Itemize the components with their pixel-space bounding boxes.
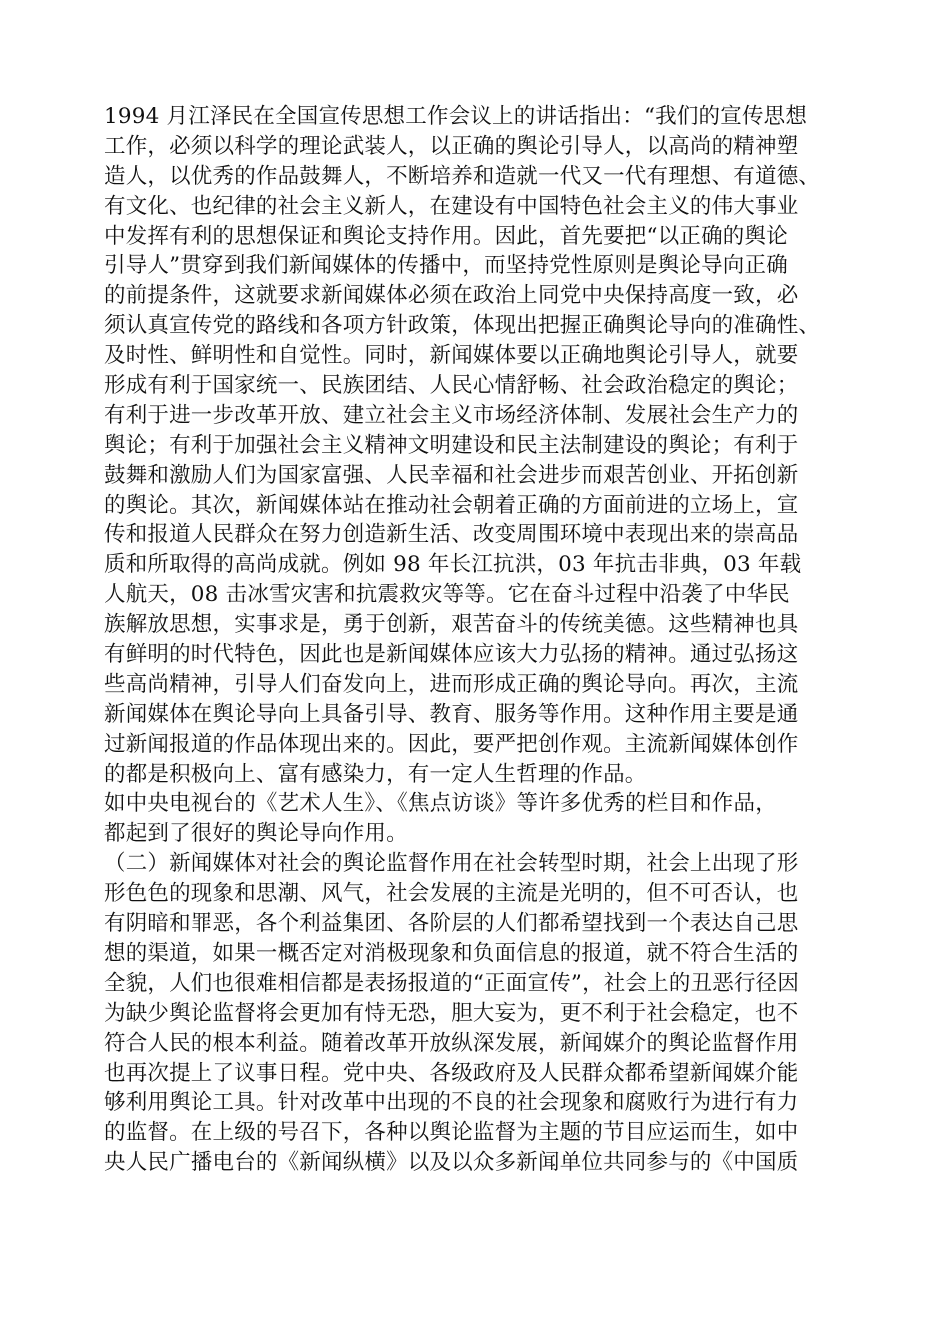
text-line: 些高尚精神，引导人们奋发向上，进而形成正确的舆论导向。再次，主流 bbox=[104, 671, 799, 697]
text-line: 造人，以优秀的作品鼓舞人，不断培养和造就一代又一代有理想、有道德、 bbox=[104, 163, 821, 189]
text-line: 形色色的现象和思潮、风气，社会发展的主流是光明的，但不可否认，也 bbox=[104, 881, 799, 907]
text-line: 如中央电视台的《艺术人生》、《焦点访谈》等许多优秀的栏目和作品， bbox=[104, 791, 777, 817]
text-line: 及时性、鲜明性和自觉性。同时，新闻媒体要以正确地舆论引导人，就要 bbox=[104, 343, 799, 369]
text-line: 1994 月江泽民在全国宣传思想工作会议上的讲话指出：“我们的宣传思想 bbox=[104, 104, 808, 129]
text-line: 的舆论。其次，新闻媒体站在推动社会朝着正确的方面前进的立场上，宣 bbox=[104, 492, 799, 518]
text-line: 有鲜明的时代特色，因此也是新闻媒体应该大力弘扬的精神。通过弘扬这 bbox=[104, 642, 799, 668]
text-line: 引导人”贯穿到我们新闻媒体的传播中，而坚持党性原则是舆论导向正确 bbox=[104, 253, 788, 279]
text-line: 央人民广播电台的《新闻纵横》以及以众多新闻单位共同参与的《中国质 bbox=[104, 1150, 799, 1176]
text-line: 新闻媒体在舆论导向上具备引导、教育、服务等作用。这种作用主要是通 bbox=[104, 701, 799, 727]
text-line: 有文化、也纪律的社会主义新人，在建设有中国特色社会主义的伟大事业 bbox=[104, 193, 799, 219]
text-line: 舆论；有利于加强社会主义精神文明建设和民主法制建设的舆论；有利于 bbox=[104, 432, 799, 458]
text-line: 须认真宣传党的路线和各项方针政策，体现出把握正确舆论导向的准确性、 bbox=[104, 313, 821, 339]
text-line: 有利于进一步改革开放、建立社会主义市场经济体制、发展社会生产力的 bbox=[104, 402, 799, 428]
text-line: 工作，必须以科学的理论武装人，以正确的舆论引导人，以高尚的精神塑 bbox=[104, 133, 799, 159]
text-line: （二）新闻媒体对社会的舆论监督作用在社会转型时期，社会上出现了形 bbox=[104, 851, 799, 877]
text-line: 全貌，人们也很难相信都是表扬报道的“正面宣传”，社会上的丑恶行径因 bbox=[104, 970, 800, 996]
text-line: 族解放思想，实事求是，勇于创新，艰苦奋斗的传统美德。这些精神也具 bbox=[104, 612, 799, 638]
text-line: 也再次提上了议事日程。党中央、各级政府及人民群众都希望新闻媒介能 bbox=[104, 1060, 799, 1086]
text-line: 质和所取得的高尚成就。例如 98 年长江抗洪，03 年抗击非典，03 年载 bbox=[104, 552, 802, 578]
text-line: 鼓舞和激励人们为国家富强、人民幸福和社会进步而艰苦创业、开拓创新 bbox=[104, 462, 799, 488]
text-line: 都起到了很好的舆论导向作用。 bbox=[104, 821, 408, 847]
text-line: 的监督。在上级的号召下，各种以舆论监督为主题的节目应运而生，如中 bbox=[104, 1120, 799, 1146]
text-line: 够利用舆论工具。针对改革中出现的不良的社会现象和腐败行为进行有力 bbox=[104, 1090, 799, 1116]
text-line: 人航天，08 击冰雪灾害和抗震救灾等等。它在奋斗过程中沿袭了中华民 bbox=[104, 582, 790, 608]
document-body bbox=[104, 102, 864, 1178]
text-line: 符合人民的根本利益。随着改革开放纵深发展，新闻媒介的舆论监督作用 bbox=[104, 1030, 799, 1056]
text-line: 传和报道人民群众在努力创造新生活、改变周围环境中表现出来的崇高品 bbox=[104, 522, 799, 548]
text-line: 为缺少舆论监督将会更加有恃无恐，胆大妄为，更不利于社会稳定，也不 bbox=[104, 1000, 799, 1026]
text-line: 的前提条件，这就要求新闻媒体必须在政治上同党中央保持高度一致，必 bbox=[104, 283, 799, 309]
text-line: 过新闻报道的作品体现出来的。因此，要严把创作观。主流新闻媒体创作 bbox=[104, 731, 799, 757]
text-line: 的都是积极向上、富有感染力，有一定人生哲理的作品。 bbox=[104, 761, 647, 787]
text-line: 有阴暗和罪恶，各个利益集团、各阶层的人们都希望找到一个表达自己思 bbox=[104, 911, 799, 937]
text-line: 形成有利于国家统一、民族团结、人民心情舒畅、社会政治稳定的舆论； bbox=[104, 373, 799, 399]
text-line: 想的渠道，如果一概否定对消极现象和负面信息的报道，就不符合生活的 bbox=[104, 940, 799, 966]
text-line: 中发挥有利的思想保证和舆论支持作用。因此，首先要把“以正确的舆论 bbox=[104, 223, 788, 249]
